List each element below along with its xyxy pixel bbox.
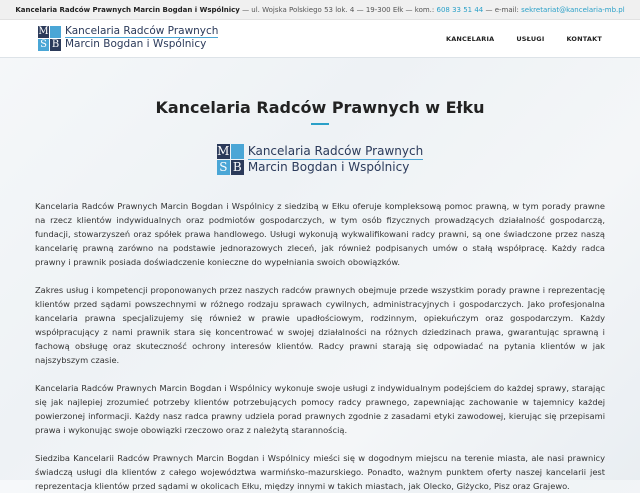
site-header bbox=[0, 20, 640, 58]
paragraph-1: Kancelaria Radców Prawnych Marcin Bogdan i Wspólnicy z siedzibą w Ełku oferuje kompleksową pomoc prawną, w tym porady prawne na rzecz klientów indywidualnych oraz podmiotów gospodarczych, w tym osób fizycznych prowadzących działalność gospodarczą, fundacji, stowarzyszeń oraz spółek prawa handlowego. Usługi wykonują wykwalifikowani radcy prawni, są one świadczone przez naszą kancelarię prawną zarówno na podstawie jednorazowych zleceń, jak również podpisanych umów o stałą współpracę. Każdy radca prawny i prawnik posiada doświadczenie konieczne do wypełniania swoich obowiązków. bbox=[35, 201, 605, 267]
phone-link[interactable]: 608 33 51 44 bbox=[436, 6, 484, 14]
paragraph-2: Zakres usług i kompetencji proponowanych przez naszych radców prawnych obejmuje przede wszystkim porady prawne i reprezentację klientów przed sądami powszechnymi w różnego rodzaju sprawach cywilnych, administracyjnych i gospodarczych. Jako profesjonalna kancelaria prawna specjalizujemy się również w prawie upadłościowym, rodzinnym, opiekuńczym oraz gospodarczym. Każdy współpracujący z nami prawnik stara się koncentrować w swojej działalności na różnych dziedzinach prawa, gwarantując sprawną i fachową obsługę oraz skuteczność ochrony interesów klientów. Radcy prawni starają się odpowiadać na pytania klientów w jak najszybszym czasie. bbox=[35, 285, 605, 365]
logo-monogram: M S B bbox=[38, 25, 60, 50]
main-nav bbox=[446, 20, 602, 57]
top-info-bar bbox=[0, 0, 640, 20]
center-logo-monogram: M S B bbox=[217, 144, 244, 175]
center-logo-text bbox=[248, 144, 423, 175]
address-text: — ul. Wojska Polskiego 53 lok. 4 — 19-300 Ełk — kom.: bbox=[242, 6, 435, 14]
center-logo bbox=[35, 144, 605, 175]
page-title: Kancelaria Radców Prawnych w Ełku bbox=[155, 98, 485, 117]
paragraph-4: Siedziba Kancelarii Radców Prawnych Marcin Bogdan i Wspólnicy mieści się w dogodnym miejscu na terenie miasta, ale nasi prawnicy świadczą usługi dla klientów z całego województwa warmińsko-mazurskiego. Ponadto, ważnym punktem oferty naszej kancelarii jest reprezentacja klientów przed sądami w okolicach Ełku, między innymi w takich miastach, jak Olecko, Giżycko, Pisz oraz Grajewo. bbox=[35, 453, 605, 491]
center-logo-line-1: Kancelaria Radców Prawnych bbox=[247, 144, 424, 158]
nav-uslugi[interactable]: USŁUGI bbox=[516, 34, 545, 43]
nav-kancelaria[interactable]: KANCELARIA bbox=[445, 34, 495, 43]
email-link[interactable]: sekretariat@kancelaria-mb.pl bbox=[521, 6, 625, 14]
center-logo-line-2: Marcin Bogdan i Wspólnicy bbox=[248, 159, 423, 175]
logo-text bbox=[65, 25, 218, 51]
paragraph-3: Kancelaria Radców Prawnych Marcin Bogdan i Wspólnicy wykonuje swoje usługi z indywidualnym podejściem do każdej sprawy, starając się jak najlepiej zrozumieć potrzeby klientów potrzebujących pomocy radcy prawnego, zapewniając zachowanie w tajemnicy każdej powierzonej informacji. Każdy nasz radca prawny udziela porad prawnych zgodnie z zasadami etyki zawodowej, kierując się przepisami prawa i wykonując swoje obowiązki rzeczowo oraz z należytą starannością. bbox=[35, 383, 605, 435]
title-underline bbox=[311, 123, 329, 125]
logo-line-2: Marcin Bogdan i Wspólnicy bbox=[65, 37, 218, 51]
nav-kontakt[interactable]: KONTAKT bbox=[566, 34, 602, 43]
header-logo[interactable] bbox=[38, 25, 218, 51]
intro-paragraphs bbox=[35, 199, 605, 493]
main-content bbox=[35, 58, 605, 493]
company-name: Kancelaria Radców Prawnych Marcin Bogdan i Wspólnicy bbox=[15, 6, 240, 14]
logo-line-1: Kancelaria Radców Prawnych bbox=[65, 25, 219, 37]
center-logo-inner bbox=[217, 144, 423, 175]
email-label: — e-mail: bbox=[485, 6, 519, 14]
